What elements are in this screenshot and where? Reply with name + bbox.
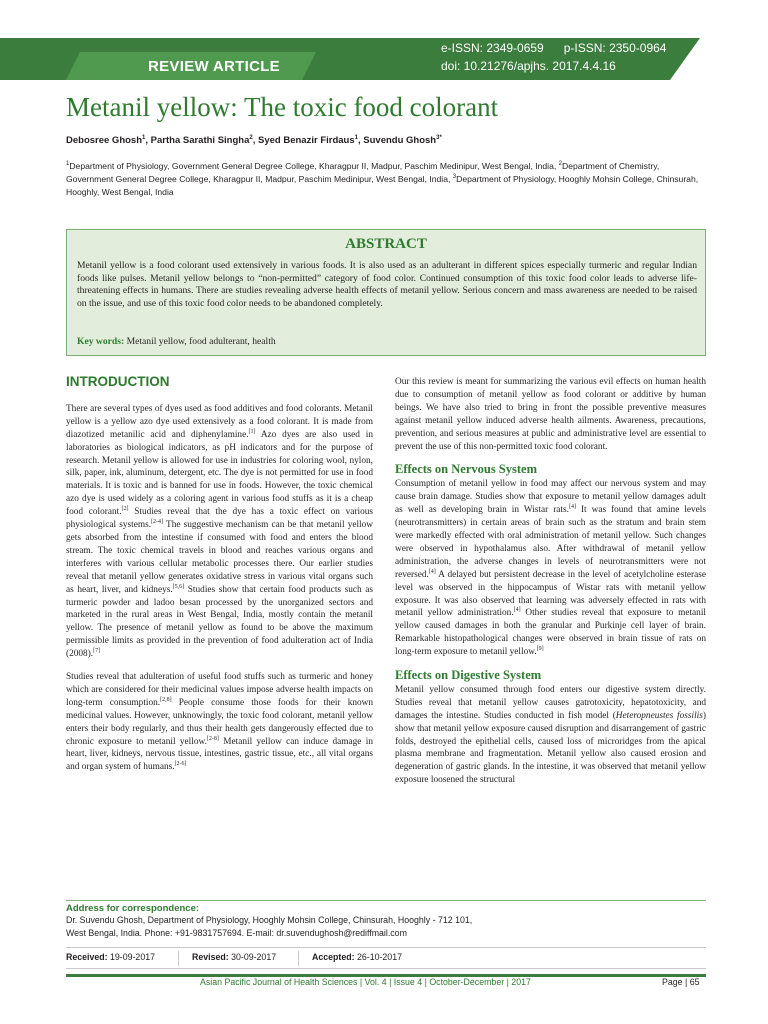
author-name: Partha Sarathi Singha [150, 135, 250, 146]
intro-paragraph-1 [66, 403, 373, 661]
revised-label: Revised: [192, 952, 229, 962]
correspondence-heading: Address for correspondence: [66, 903, 200, 914]
text-run: ) show that metanil yellow exposure caused disruption and disarrangement of gastric folds, destroyed the epithelial cells, caused loss of microridges from the apical plasma membrane and fragmentation. Metanil yellow also caused erosion and degeneration of gastric glands. In the intestine, it was observed that metanil yellow exposure loosened the structural [395, 710, 706, 786]
accepted-label: Accepted: [312, 952, 355, 962]
text-run: There are several types of dyes used as food additives and food colorants. Metanil yellow is a yellow azo dye used extensively as a food colorant. It is made from diazotized metanilic acid and diphenylamine. [66, 403, 373, 440]
intro-paragraph-2 [66, 671, 373, 774]
citation: [2-6] [174, 761, 187, 768]
correspondence-line-2: West Bengal, India. Phone: +91-9831757694. E-mail: dr.suvendughosh@rediffmail.com [66, 928, 407, 938]
footer-journal: Asian Pacific Journal of Health Sciences | Vol. 4 | Issue 4 | October-December | 2017 [200, 977, 531, 987]
correspondence-line-1: Dr. Suvendu Ghosh, Department of Physiology, Hooghly Mohsin College, Chinsurah, Hooghly - 712 101, [66, 915, 473, 925]
text-run: The suggestive mechanism can be that metanil yellow gets absorbed from the intestine if consumed with food and enters the blood stream. The toxic chemical travels in blood and reaches various organs and interferes with various cellular metabolic processes there. Our earlier studies reveal that metanil yellow generates oxidative stress in various vital organs such as heart, liver, and kidneys. [66, 520, 373, 595]
accepted-date [312, 952, 402, 962]
author-affil-sup: 1 [142, 134, 146, 141]
author-name: Syed Benazir Firdaus [258, 135, 355, 146]
affiliations [66, 160, 706, 199]
text-run: Metanil yellow can induce damage in heart, liver, kidneys, nervous tissue, intestines, gastric tissue, etc., all vital organs and organ system of humans. [66, 736, 373, 773]
affil-text: Department of Physiology, Government General Degree College, Kharagpur II, Madpur, Paschim Medinipur, West Bengal, India, [69, 161, 559, 171]
text-run: Studies reveal that adulteration of useful food stuffs such as turmeric and honey which are considered for their medicinal values impose adverse health impacts on long-term consumption. [66, 672, 373, 708]
right-column [395, 376, 706, 797]
revised-value: 30-09-2017 [228, 952, 277, 962]
citation: [7] [93, 648, 101, 655]
keywords-text: Metanil yellow, food adulterant, health [124, 336, 276, 347]
text-run: Consumption of metanil yellow in food may affect our nervous system and may cause brain damage. Studies show that exposure to metanil yellow damages adult as well as developing brain in Wistar rats. [395, 479, 706, 516]
text-run: Other studies reveal that exposure to metanil yellow caused damages in both the granular and Purkinje cell layer of brain. Remarkable histopathological changes were observed in brain tissue of rats on long-term exposure to metanil yellow. [395, 608, 706, 658]
citation: [5,6] [172, 583, 185, 590]
issn-line: e-ISSN: 2349-0659 p-ISSN: 2350-0964 [441, 41, 667, 55]
abstract-text: Metanil yellow is a food colorant used extensively in various foods. It is also used as an adulterant in different spices especially turmeric and regular Indian foods like pulses. Metanil yellow belongs to “non-permitted” category of food color. Continued consumption of this toxic food color leads to adverse life-threatening effects in humans. There are studies revealing adverse health effects of metanil yellow. Serious concern and mass awareness are needed to be raised on the issue, and use of this toxic food color needs to be abandoned completely. [77, 260, 697, 309]
citation: [2-4] [151, 518, 164, 525]
submission-dates [66, 947, 706, 969]
species-name: Heteropneustes fossilis [615, 710, 703, 721]
citation: [1] [248, 428, 256, 435]
citation: [9] [536, 646, 544, 653]
article-type-label: REVIEW ARTICLE [148, 58, 280, 75]
paper-title: Metanil yellow: The toxic food colorant [66, 92, 499, 122]
intro-paragraph-3: Our this review is meant for summarizing the various evil effects on human health due to consumption of metanil yellow as food colorant or additive by human beings. We have also tried to bring in front the possible preventive measures against metanil yellow induced adverse health ailments. Awareness, precautions, prevention, and serious measures at public and administrative level are essential to prevent the use of this non-permitted toxic food colorant. [395, 377, 706, 452]
citation: [4] [428, 568, 436, 575]
text-run: A delayed but persistent decrease in the level of acetylcholine esterase level was observed in the hippocampus of Wistar rats with metanil yellow exposure. It was also observed that learning was adversely effected in rats with metanil yellow administration. [395, 569, 706, 619]
keywords-label: Key words: [77, 336, 125, 347]
accepted-value: 26-10-2017 [354, 952, 402, 962]
text-run: Azo dyes are also used in laboratories as biological indicators, as pH indicators and for the purpose of research. Metanil yellow is allowed for use in industries for coloring wool, nylon, silk, paper, ink, aluminum, detergent, etc. The dye is not permitted for use in food materials. It is toxic and is banned for use in foods. However, the toxic chemical azo dye is used widely as a coloring agent in various food stuffs as it is a cheap food colorant. [66, 429, 373, 518]
date-divider [178, 951, 179, 966]
revised-date [192, 952, 276, 962]
author-affil-sup: 3* [436, 134, 442, 141]
section-heading-nervous: Effects on Nervous System [395, 462, 537, 477]
text-run: It was found that amine levels (neurotransmitters) in certain areas of brain such as the stratum and brain stem were markedly effected with oral administration of metanil yellow. Such changes were observed in hypothalamus also. After withdrawal of metanil yellow administration, the adverse changes in levels of neurotransmitters were not reversed. [395, 505, 706, 580]
affil-text: Department of Physiology, Hooghly Mohsin College, Chinsurah, Hooghly, West Bengal, India [66, 174, 699, 197]
doi-line: doi: 10.21276/apjhs. 2017.4.4.16 [441, 59, 616, 73]
author-affil-sup: 2 [249, 134, 253, 141]
citation: [4] [513, 607, 521, 614]
left-column [66, 376, 373, 784]
nervous-paragraph [395, 478, 706, 659]
author-name: Suvendu Ghosh [363, 135, 437, 146]
affil-text: Department of Chemistry, Government General Degree College, Kharagpur II, Madpur, Paschim Medinipur, West Bengal, India, [66, 161, 660, 184]
author-affil-sup: 1 [354, 134, 358, 141]
author-name: Debosree Ghosh [66, 135, 143, 146]
text-run: People consume those foods for their known medicinal values. However, unknowingly, the toxic food colorant, metanil yellow enters their body regularly, and thus their health gets dangerously effected due to chronic exposure to metanil yellow. [66, 697, 374, 747]
text-run: Studies show that certain food products such as turmeric powder and ladoo besan processed by the unorganized sectors and marketed in the rural areas in West Bengal, India, mostly contain the metanil yellow. The presence of metanil yellow as found to be above the maximum permissible limits as provided in the prevention of food adulteration act of India (2008). [66, 584, 373, 660]
abstract-box [66, 229, 706, 356]
page-number: Page | 65 [662, 977, 700, 987]
correspondence-divider [66, 900, 706, 901]
text-run: Studies reveal that the dye has a toxic effect on various physiological systems. [66, 507, 373, 531]
received-date [66, 952, 155, 962]
received-label: Received: [66, 952, 108, 962]
affil-sup: 3 [452, 174, 457, 181]
affil-sup: 2 [558, 161, 562, 168]
affil-sup: 1 [66, 161, 70, 168]
citation: [2-8] [206, 735, 219, 742]
received-value: 19-09-2017 [107, 952, 156, 962]
date-divider [298, 951, 299, 966]
header-band [0, 38, 768, 80]
section-heading-introduction: INTRODUCTION [66, 374, 170, 389]
abstract-heading: ABSTRACT [345, 236, 427, 252]
citation: [2] [121, 506, 129, 513]
text-run: Metanil yellow consumed through food enters our digestive system directly. Studies reveal that metanil yellow causes gatrotoxicity, hepatotoxicity, and damages the intestine. Studies conducted in fish model ( [395, 684, 706, 721]
digestive-paragraph [395, 684, 706, 787]
citation: [4] [568, 504, 576, 511]
section-heading-digestive: Effects on Digestive System [395, 668, 542, 683]
author-list: Debosree Ghosh$^1$, Partha Sarathi Singha$^2$, Syed Benazir Firdaus$^1$, Suvendu Ghosh$^{3*}$ [66, 134, 442, 146]
keywords [77, 336, 276, 347]
citation: [2,8] [160, 696, 172, 703]
